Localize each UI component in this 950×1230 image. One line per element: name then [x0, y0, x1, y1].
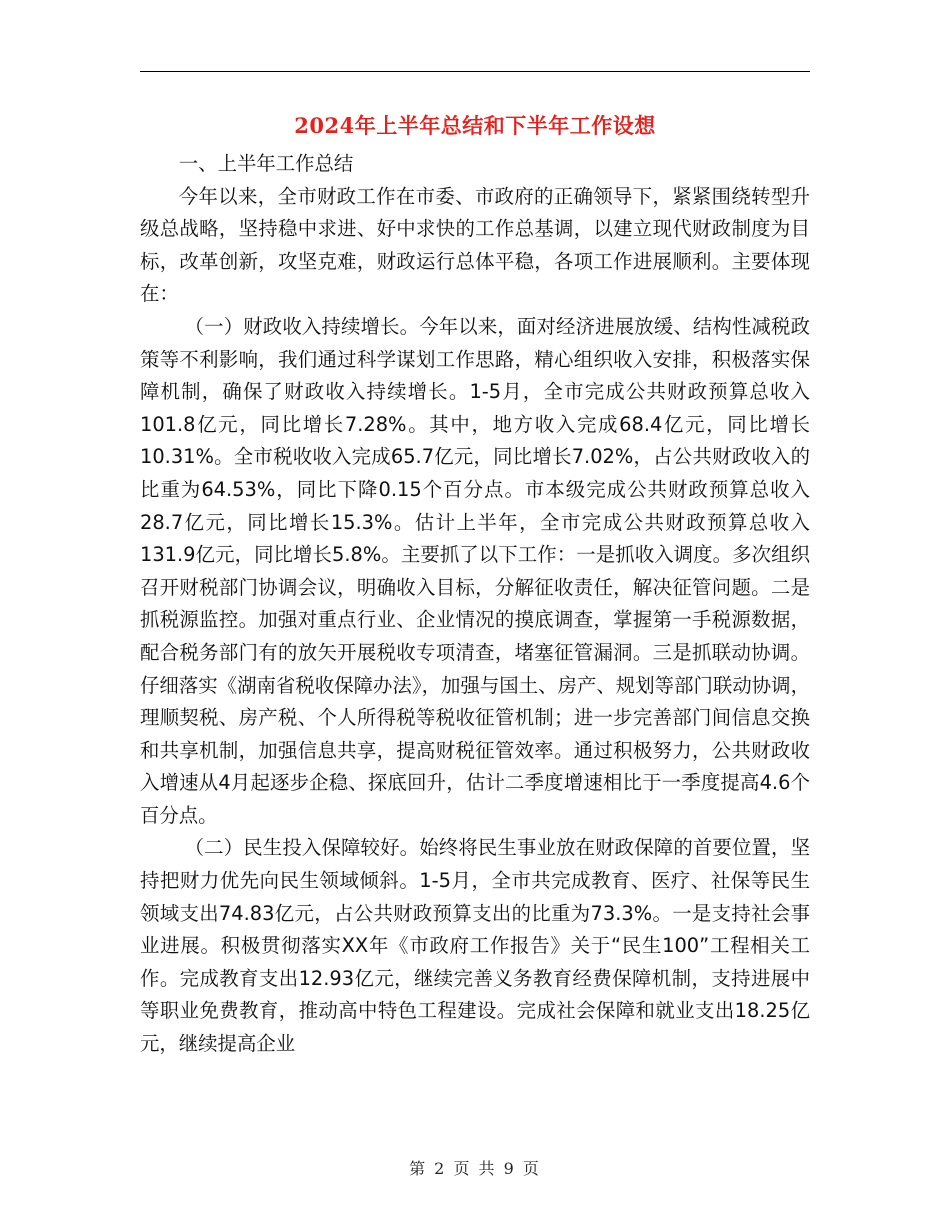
paragraph-livelihood: （二）民生投入保障较好。始终将民生事业放在财政保障的首要位置，坚持把财力优先向民生领域倾斜。1-5月，全市共完成教育、医疗、社保等民生领域支出74.83亿元，占公共财政预算支出的比重为73.3%。一是支持社会事业进展。积极贯彻落实XX年《市政府工作报告》关于“民生100”工程相关工作。完成教育支出12.93亿元，继续完善义务教育经费保障机制，支持进展中等职业免费教育，推动高中特色工程建设。完成社会保障和就业支出18.25亿元，继续提高企业	[140, 836, 810, 1056]
document-title: 2024年上半年总结和下半年工作设想	[294, 113, 656, 138]
section-heading: 一、上半年工作总结	[178, 152, 354, 175]
page-footer: 第 2 页 共 9 页	[409, 1159, 541, 1178]
paragraph-revenue: （一）财政收入持续增长。今年以来，面对经济进展放缓、结构性减税政策等不利影响，我们通过科学谋划工作思路，精心组织收入安排，积极落实保障机制，确保了财政收入持续增长。1-5月，全市完成公共财政预算总收入101.8亿元，同比增长7.28%。其中，地方收入完成68.4亿元，同比增长10.31%。全市税收收入完成65.7亿元，同比增长7.02%，占公共财政收入的比重为64.53%，同比下降0.15个百分点。市本级完成公共财政预算总收入28.7亿元，同比增长15.3%。估计上半年，全市完成公共财政预算总收入131.9亿元，同比增长5.8%。主要抓了以下工作：一是抓收入调度。多次组织召开财税部门协调会议，明确收入目标，分解征收责任，解决征管问题。二是抓税源监控。加强对重点行业、企业情况的摸底调查，掌握第一手税源数据，配合税务部门有的放矢开展税收专项清查，堵塞征管漏洞。三是抓联动协调。仔细落实《湖南省税收保障办法》，加强与国土、房产、规划等部门联动协调，理顺契税、房产税、个人所得税等税收征管机制；进一步完善部门间信息交换和共享机制，加强信息共享，提高财税征管效率。通过积极努力，公共财政收入增速从4月起逐步企稳、探底回升，估计二季度增速相比于一季度提高4.6个百分点。	[140, 314, 810, 827]
header-rule	[140, 71, 810, 72]
document-body	[140, 148, 810, 1061]
paragraph-intro: 今年以来，全市财政工作在市委、市政府的正确领导下，紧紧围绕转型升级总战略，坚持稳中求进、好中求快的工作总基调，以建立现代财政制度为目标，改革创新，攻坚克难，财政运行总体平稳，各项工作进展顺利。主要体现在：	[140, 184, 810, 306]
